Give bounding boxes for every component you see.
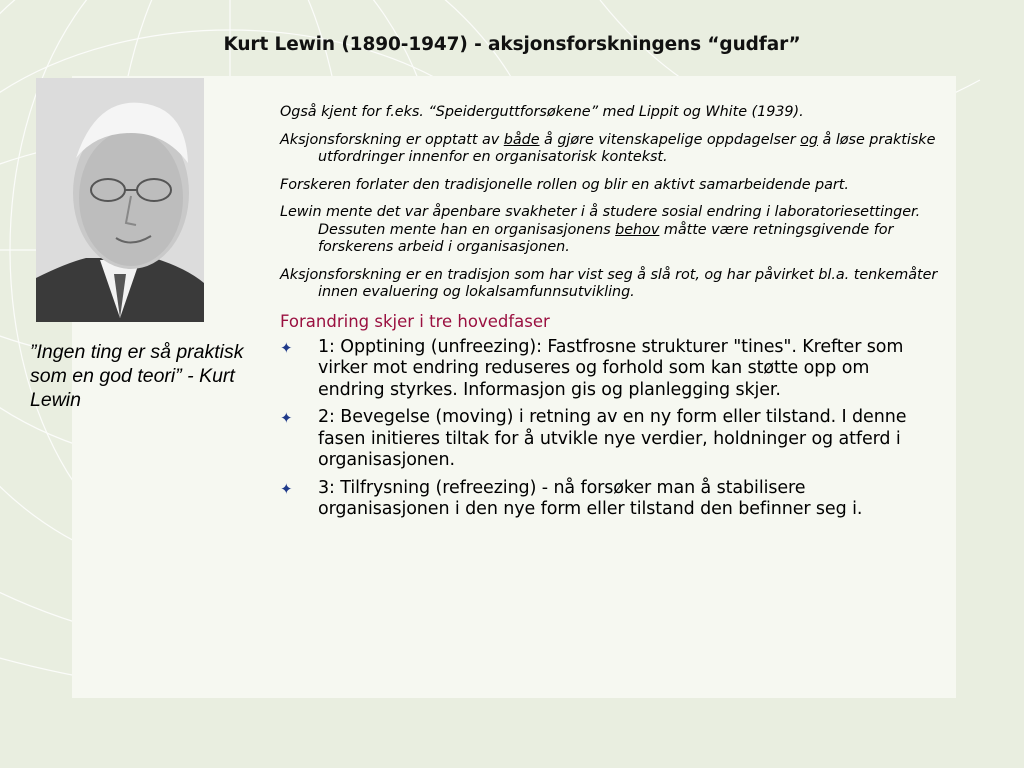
paragraph-1: [280, 104, 940, 122]
paragraph-text: å løse praktiske utfordringer innenfor en organisatorisk kontekst.: [318, 131, 936, 165]
bullet-item: [280, 478, 940, 521]
four-point-star-icon: ✦: [280, 409, 293, 427]
bullet-item: [280, 407, 940, 472]
paragraph-text: å gjøre vitenskapelige oppdagelser: [539, 131, 801, 148]
bullet-text: 3: Tilfrysning (refreezing) - nå forsøker man å stabilisere organisasjonen i den nye form eller tilstand den befinner seg i.: [318, 477, 863, 519]
bullet-text: 1: Opptining (unfreezing): Fastfrosne strukturer "tines". Krefter som virker mot endring reduseres og forhold som kan støtte opp om endring styrkes. Informasjon gis og planlegging skjer.: [318, 336, 904, 400]
paragraph-4: [280, 204, 940, 257]
paragraph-text: måtte være retningsgivende for forskerens arbeid i organisasjonen.: [318, 221, 894, 255]
paragraph-3: [280, 177, 940, 195]
four-point-star-icon: ✦: [280, 479, 293, 498]
paragraph-text: Forskeren forlater den tradisjonelle rollen og blir en aktivt samarbeidende part.: [280, 176, 849, 193]
main-content: [280, 104, 940, 527]
underlined-word: behov: [615, 221, 660, 238]
bullet-item: [280, 337, 940, 402]
paragraph-text: Aksjonsforskning er opptatt av: [280, 131, 504, 148]
paragraph-5: [280, 267, 940, 302]
paragraph-2: [280, 132, 940, 167]
underlined-word: både: [503, 131, 540, 148]
section-heading: Forandring skjer i tre hovedfaser: [280, 311, 550, 331]
paragraph-text: Også kjent for f.eks. “Speiderguttforsøkene” med Lippit og White (1939).: [280, 104, 804, 120]
four-point-star-icon: ✦: [280, 338, 293, 357]
quote-text: ”Ingen ting er så praktisk som en god teori” - Kurt Lewin: [30, 341, 244, 411]
paragraph-text: Aksjonsforskning er en tradisjon som har vist seg å slå rot, og har påvirket bl.a. tenkemåter innen evaluering og lokalsamfunnsutvikling.: [280, 266, 938, 300]
paragraph-text: Lewin mente det var åpenbare svakheter i å studere sosial endring i laboratoriesettinger. Dessuten mente han en organisasjonens: [280, 204, 921, 238]
portrait-photo-icon: [36, 78, 204, 322]
page-title: Kurt Lewin (1890-1947) - aksjonsforskningens “gudfar”: [223, 34, 801, 55]
bullet-text: 2: Bevegelse (moving) i retning av en ny form eller tilstand. I denne fasen initieres tiltak for å utvikle nye verdier, holdninger og atferd i organisasjonen.: [318, 407, 907, 470]
underlined-word: og: [800, 131, 818, 148]
